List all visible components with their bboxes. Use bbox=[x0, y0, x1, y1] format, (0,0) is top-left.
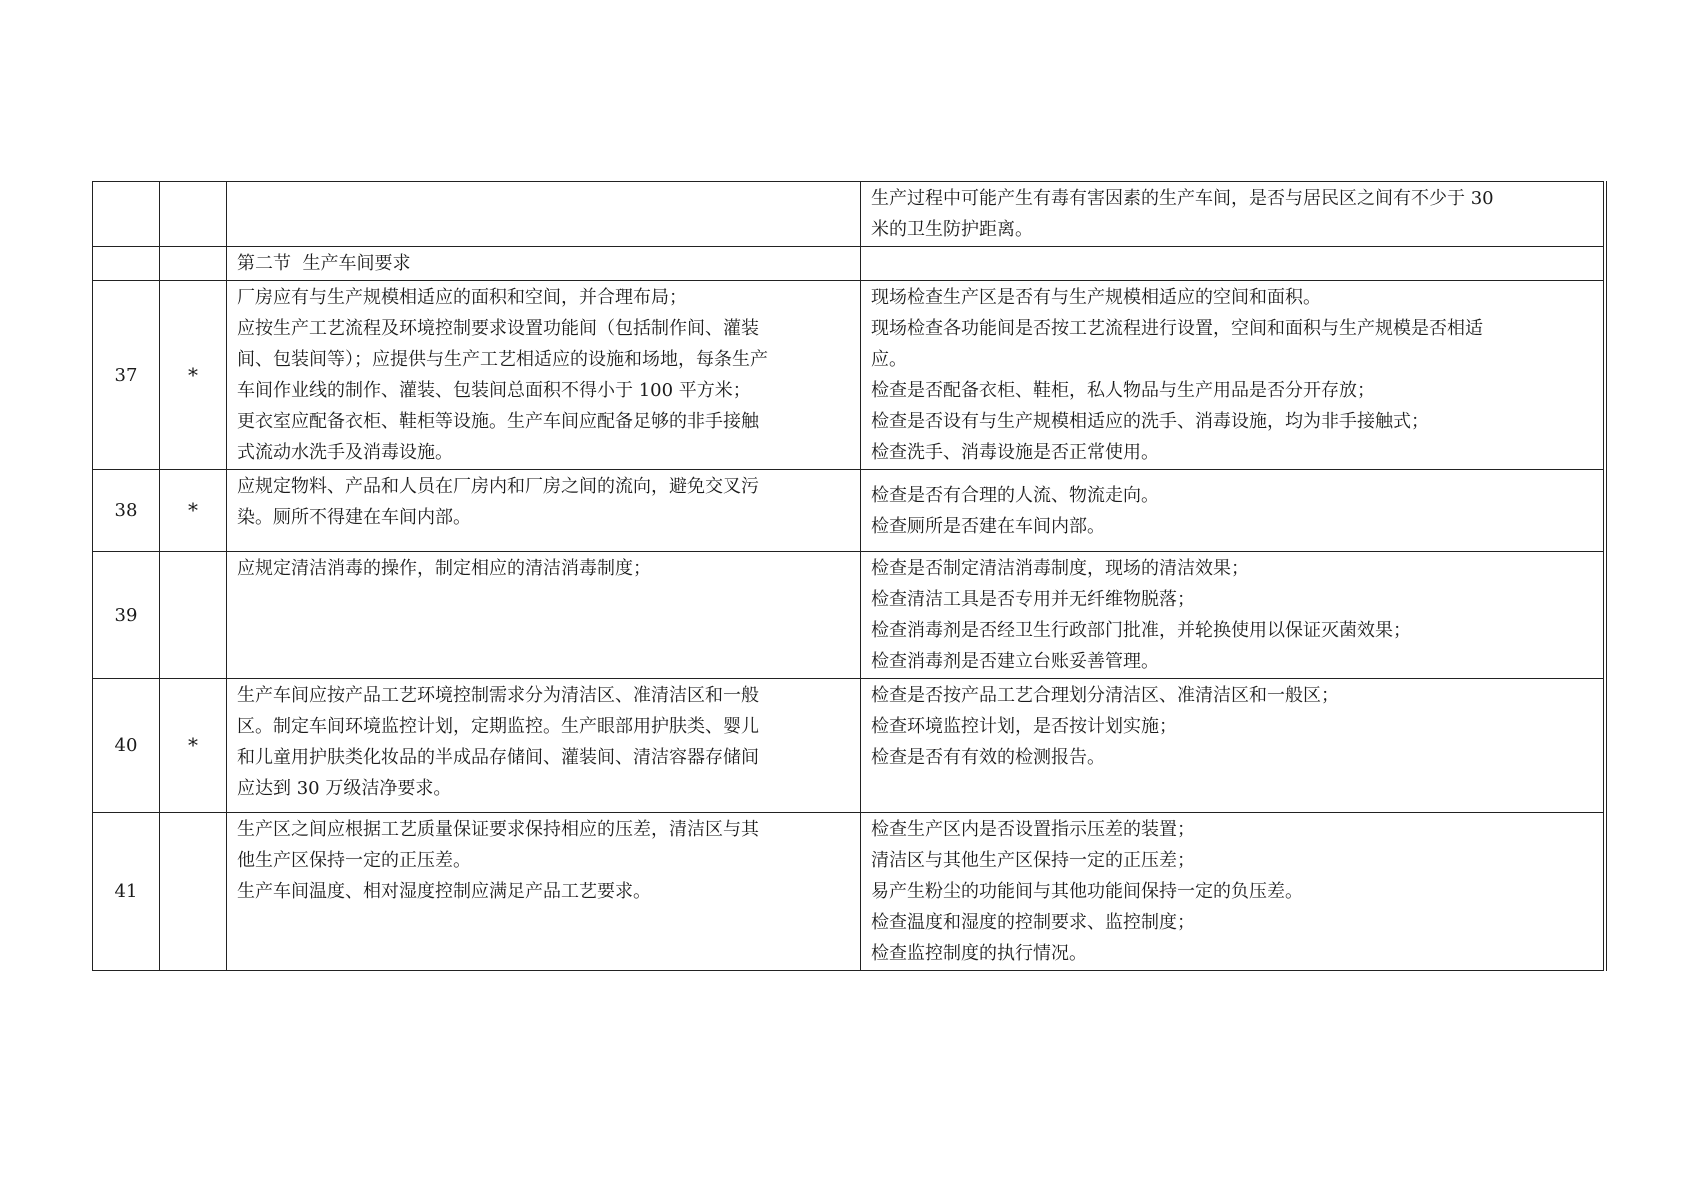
item-number-cell: 37 bbox=[93, 281, 160, 470]
requirement-line: 应按生产工艺流程及环境控制要求设置功能间（包括制作间、灌装 bbox=[237, 318, 759, 339]
key-item-mark-cell: * bbox=[160, 470, 227, 552]
inspection-method-cell bbox=[861, 281, 1605, 470]
section-heading-cell bbox=[227, 247, 861, 281]
method-line: 检查是否有有效的检测报告。 bbox=[871, 747, 1105, 768]
method-line: 检查清洁工具是否专用并无纤维物脱落； bbox=[871, 589, 1195, 610]
requirement-cell bbox=[227, 552, 861, 679]
item-number-cell: 40 bbox=[93, 679, 160, 813]
requirement-line: 染。厕所不得建在车间内部。 bbox=[237, 507, 471, 528]
method-line: 现场检查各功能间是否按工艺流程进行设置，空间和面积与生产规模是否相适 bbox=[871, 318, 1483, 339]
method-line: 检查消毒剂是否经卫生行政部门批准，并轮换使用以保证灭菌效果； bbox=[871, 620, 1411, 641]
method-line: 清洁区与其他生产区保持一定的正压差； bbox=[871, 850, 1195, 871]
requirement-line: 区。制定车间环境监控计划，定期监控。生产眼部用护肤类、婴儿 bbox=[237, 716, 759, 737]
method-line: 检查是否有合理的人流、物流走向。 bbox=[871, 484, 1159, 506]
method-line: 检查是否按产品工艺合理划分清洁区、准清洁区和一般区； bbox=[871, 685, 1339, 706]
key-item-mark-cell bbox=[160, 182, 227, 247]
table-row bbox=[93, 182, 1605, 247]
method-line: 易产生粉尘的功能间与其他功能间保持一定的负压差。 bbox=[871, 881, 1303, 902]
method-line: 检查是否配备衣柜、鞋柜，私人物品与生产用品是否分开存放； bbox=[871, 380, 1375, 401]
item-number-cell bbox=[93, 182, 160, 247]
key-item-mark-cell: * bbox=[160, 679, 227, 813]
requirement-line: 应规定物料、产品和人员在厂房内和厂房之间的流向，避免交叉污 bbox=[237, 476, 759, 497]
key-item-mark-cell bbox=[160, 813, 227, 971]
method-line: 检查消毒剂是否建立台账妥善管理。 bbox=[871, 651, 1159, 672]
method-line: 检查洗手、消毒设施是否正常使用。 bbox=[871, 442, 1159, 463]
item-number-cell: 41 bbox=[93, 813, 160, 971]
inspection-method-cell bbox=[861, 679, 1605, 813]
requirement-line: 生产车间应按产品工艺环境控制需求分为清洁区、准清洁区和一般 bbox=[237, 685, 759, 706]
method-line: 检查监控制度的执行情况。 bbox=[871, 943, 1087, 964]
method-line: 检查是否制定清洁消毒制度，现场的清洁效果； bbox=[871, 558, 1249, 579]
method-line: 应。 bbox=[871, 349, 907, 370]
requirement-cell bbox=[227, 470, 861, 552]
table-row bbox=[93, 247, 1605, 281]
table-row bbox=[93, 813, 1605, 971]
method-line: 检查是否设有与生产规模相适应的洗手、消毒设施，均为非手接触式； bbox=[871, 411, 1429, 432]
requirement-line: 厂房应有与生产规模相适应的面积和空间，并合理布局； bbox=[237, 287, 687, 308]
requirement-line: 式流动水洗手及消毒设施。 bbox=[237, 442, 453, 463]
method-line: 米的卫生防护距离。 bbox=[871, 219, 1033, 240]
requirement-line: 更衣室应配备衣柜、鞋柜等设施。生产车间应配备足够的非手接触 bbox=[237, 411, 759, 432]
requirement-cell bbox=[227, 182, 861, 247]
requirement-line: 应规定清洁消毒的操作，制定相应的清洁消毒制度； bbox=[237, 558, 651, 579]
requirement-line: 生产车间温度、相对湿度控制应满足产品工艺要求。 bbox=[237, 881, 651, 902]
method-line: 检查环境监控计划，是否按计划实施； bbox=[871, 716, 1177, 737]
requirement-line: 和儿童用护肤类化妆品的半成品存储间、灌装间、清洁容器存储间 bbox=[237, 747, 759, 768]
inspection-method-cell bbox=[861, 813, 1605, 971]
inspection-method-cell bbox=[861, 552, 1605, 679]
table-row bbox=[93, 281, 1605, 470]
item-number-cell bbox=[93, 247, 160, 281]
requirement-line: 生产区之间应根据工艺质量保证要求保持相应的压差，清洁区与其 bbox=[237, 819, 759, 840]
table-row bbox=[93, 470, 1605, 552]
method-line: 检查温度和湿度的控制要求、监控制度； bbox=[871, 912, 1195, 933]
requirement-line: 间、包装间等）；应提供与生产工艺相适应的设施和场地，每条生产 bbox=[237, 349, 768, 370]
requirement-line: 他生产区保持一定的正压差。 bbox=[237, 850, 471, 871]
method-line: 现场检查生产区是否有与生产规模相适应的空间和面积。 bbox=[871, 287, 1321, 308]
table-row bbox=[93, 679, 1605, 813]
inspection-table bbox=[92, 181, 1607, 971]
key-item-mark-cell bbox=[160, 552, 227, 679]
item-number-cell: 38 bbox=[93, 470, 160, 552]
item-number-cell: 39 bbox=[93, 552, 160, 679]
key-item-mark-cell: * bbox=[160, 281, 227, 470]
table-row bbox=[93, 552, 1605, 679]
section-heading: 第二节 生产车间要求 bbox=[237, 253, 411, 274]
requirement-line: 车间作业线的制作、灌装、包装间总面积不得小于 100 平方米； bbox=[237, 380, 751, 401]
inspection-method-cell bbox=[861, 247, 1605, 281]
key-item-mark-cell bbox=[160, 247, 227, 281]
inspection-method-cell bbox=[861, 470, 1605, 552]
requirement-cell bbox=[227, 281, 861, 470]
method-line: 检查生产区内是否设置指示压差的装置； bbox=[871, 819, 1195, 840]
requirement-line: 应达到 30 万级洁净要求。 bbox=[237, 778, 452, 799]
method-line: 检查厕所是否建在车间内部。 bbox=[871, 515, 1105, 537]
requirement-cell bbox=[227, 813, 861, 971]
method-line: 生产过程中可能产生有毒有害因素的生产车间，是否与居民区之间有不少于 30 bbox=[871, 188, 1494, 209]
inspection-method-cell bbox=[861, 182, 1605, 247]
requirement-cell bbox=[227, 679, 861, 813]
